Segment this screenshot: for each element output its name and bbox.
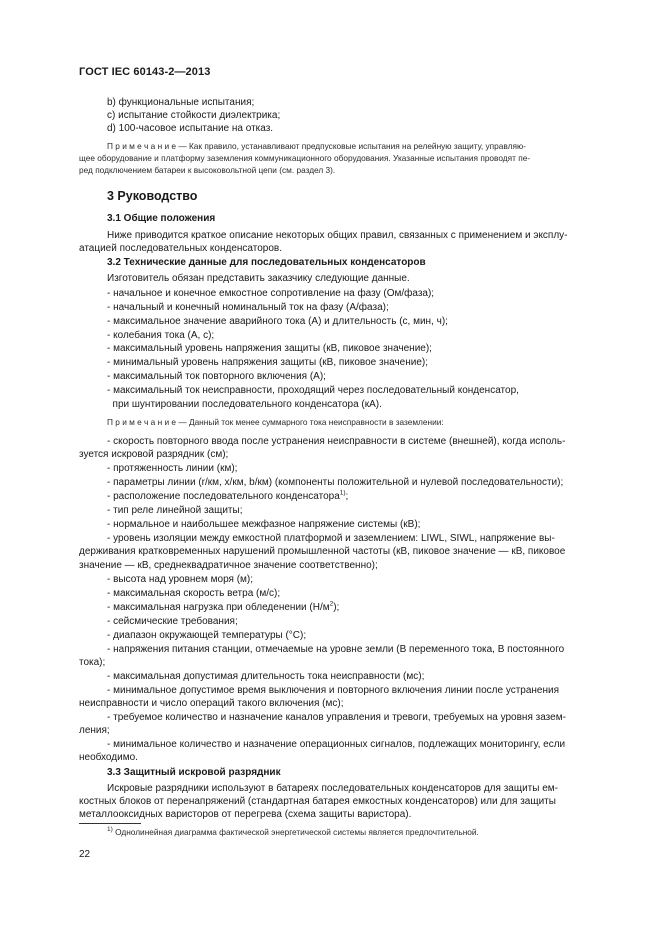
list-item: - тип реле линейной защиты; (107, 505, 243, 516)
note-line: ред подключением батареи к высоковольтной цепи (см. раздел 3). (79, 165, 336, 175)
footnote-divider (79, 823, 141, 824)
list-item: - минимальное количество и назначение операционных сигналов, подлежащих мониторингу, если (107, 739, 566, 750)
footnote-mark: 1) (107, 826, 113, 834)
list-item: - сейсмические требования; (107, 616, 238, 627)
list-item-cont: держивания кратковременных нарушений промышленной частоты (кВ, пиковое значение — кВ, пиковое (79, 546, 566, 557)
paragraph-line: металлооксидных варисторов от перегрева (схема защиты варистора). (79, 809, 412, 820)
list-item-text: - максимальная нагрузка при обледенении (Н/м (107, 602, 330, 613)
note-label: П р и м е ч а н и е (107, 417, 177, 427)
note-paragraph (107, 416, 619, 428)
list-item: - требуемое количество и назначение каналов управления и тревоги, требуемых на уровня зазем- (107, 712, 566, 723)
note-text: — Как правило, устанавливают предпусковые испытания на релейную защиту, управляю- (176, 141, 526, 151)
list-item: при шунтировании последовательного конденсатора (кА). (107, 399, 382, 410)
list-item-cont: значение — кВ, среднеквадратичное значение соответственно); (79, 560, 378, 571)
list-item: - максимальное значение аварийного тока (А) и длительность (с, мин, ч); (107, 316, 448, 327)
list-item: b) функциональные испытания; (107, 97, 255, 108)
list-item (107, 601, 619, 614)
list-item (107, 490, 619, 503)
note-text: — Данный ток менее суммарного тока неисправности в заземлении: (176, 417, 444, 427)
section-heading: 3 Руководство (107, 189, 198, 203)
list-item: - минимальный уровень напряжения защиты (кВ, пиковое значение); (107, 357, 429, 368)
page-number: 22 (79, 849, 91, 860)
list-item: - колебания тока (А, с); (107, 330, 215, 341)
list-item: - максимальная скорость ветра (м/с); (107, 588, 281, 599)
list-item: - максимальный ток повторного включения (А); (107, 371, 326, 382)
footnote (107, 827, 479, 837)
list-item: - начальный и конечный номинальный ток на фазу (А/фаза); (107, 302, 389, 313)
list-item: - уровень изоляции между емкостной платформой и заземлением: LIWL, SIWL, напряжение вы- (107, 533, 555, 544)
subsection-heading: 3.2 Технические данные для последовательных конденсаторов (107, 257, 426, 268)
note-label: П р и м е ч а н и е (107, 141, 177, 151)
list-item-cont: тока); (79, 657, 106, 668)
list-item: - напряжения питания станции, отмечаемые на уровне земли (В переменного тока, В постоянного (107, 644, 565, 655)
note-paragraph (107, 140, 619, 152)
paragraph-line: Искровые разрядники используют в батареях последовательных конденсаторов для защиты ем- (107, 783, 558, 794)
list-item: - минимальное допустимое время выключения и повторного включения линии после устранения (107, 685, 560, 696)
list-item: - максимальная допустимая длительность тока неисправности (мс); (107, 671, 425, 682)
list-item: - протяженность линии (км); (107, 463, 238, 474)
list-item: - нормальное и наибольшее межфазное напряжение системы (кВ); (107, 519, 421, 530)
paragraph-line: костных блоков от перенапряжений (стандартная батарея емкостных конденсаторов) или для защиты (79, 796, 556, 807)
list-item-cont: необходимо. (79, 752, 138, 763)
footnote-ref: 1) (339, 489, 346, 497)
list-item: d) 100-часовое испытание на отказ. (107, 123, 274, 134)
list-item: - максимальный уровень напряжения защиты (кВ, пиковое значение); (107, 343, 432, 354)
paragraph-line: Ниже приводится краткое описание некоторых общих правил, связанных с применением и эксплу- (107, 230, 568, 241)
list-item-text: - расположение последовательного конденсатора (107, 491, 340, 502)
document-header: ГОСТ IEC 60143-2—2013 (79, 66, 211, 78)
paragraph-line: Изготовитель обязан представить заказчику следующие данные. (107, 273, 410, 284)
list-item-cont: зуется искровой разрядник (см); (79, 449, 229, 460)
list-item: - максимальный ток неисправности, проходящий через последовательный конденсатор, (107, 385, 519, 396)
list-item-end: ; (345, 491, 349, 502)
list-item: - начальное и конечное емкостное сопротивление на фазу (Ом/фаза); (107, 288, 435, 299)
list-item-cont: ления; (79, 725, 110, 736)
list-item: - высота над уровнем моря (м); (107, 574, 254, 585)
list-item: - скорость повторного ввода после устранения неисправности в системе (внешней), когда исполь- (107, 436, 566, 447)
subsection-heading: 3.3 Защитный искровой разрядник (107, 767, 281, 778)
subsection-heading: 3.1 Общие положения (107, 213, 216, 224)
list-item: - диапазон окружающей температуры (°С); (107, 630, 307, 641)
superscript: 2 (329, 600, 334, 608)
footnote-text: Однолинейная диаграмма фактической энергетической системы является предпочтительной. (112, 827, 479, 837)
note-line: щее оборудование и платформу заземления коммуникационного оборудования. Указанные испытания проводят пе- (79, 153, 531, 163)
list-item-end: ); (333, 602, 340, 613)
list-item: - параметры линии (r/км, x/км, b/км) (компоненты положительной и нулевой последовательности); (107, 477, 564, 488)
paragraph-line: атацией последовательных конденсаторов. (79, 243, 283, 254)
list-item-cont: неисправности и число операций такого включения (мс); (79, 698, 344, 709)
list-item: c) испытание стойкости диэлектрика; (107, 110, 281, 121)
